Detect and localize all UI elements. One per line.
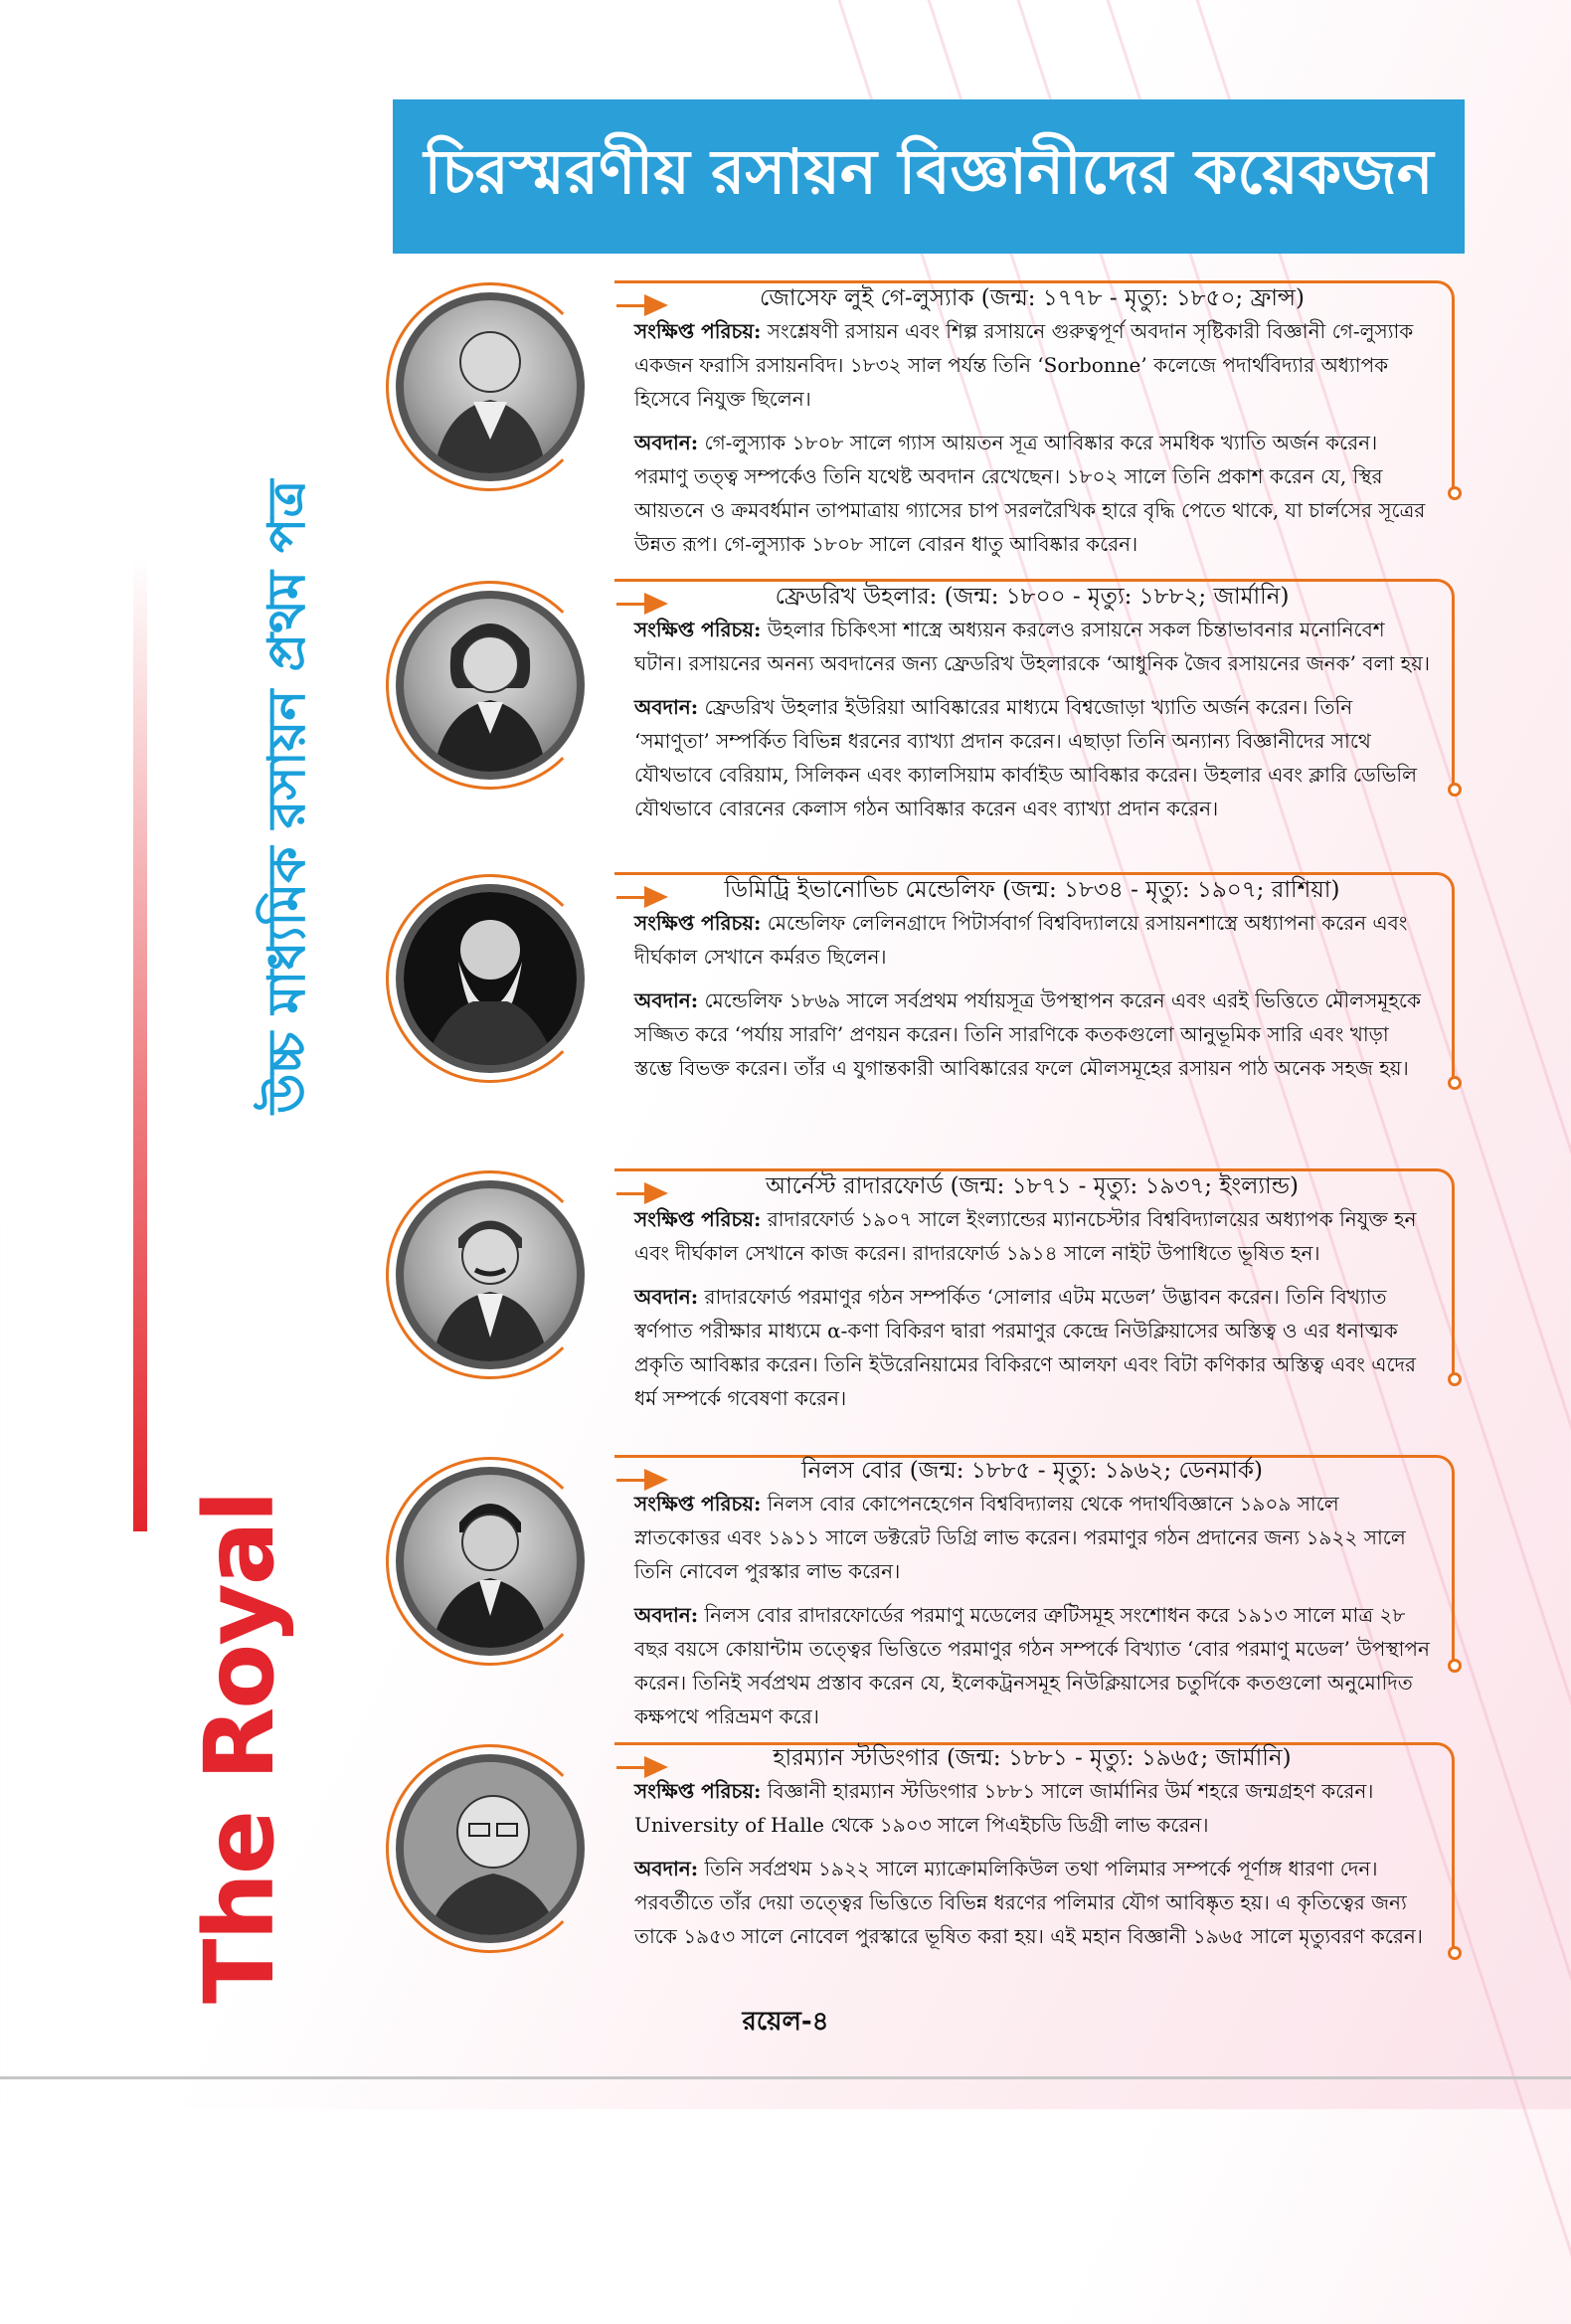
side-red-bar xyxy=(133,557,147,1531)
scientist-name: ডিমিট্রি ইভানোভিচ মেন্ডেলিফ (জন্ম: ১৮৩৪ - মৃত্যু: ১৯০৭; রাশিয়া) xyxy=(724,877,1340,903)
contribution-text: রাদারফোর্ড পরমাণুর গঠন সম্পর্কিত ‘সোলার এটম মডেল’ উদ্ভাবন করেন। তিনি বিখ্যাত স্বর্ণপাত পরীক্ষার মাধ্যমে α-কণা বিকিরণ দ্বারা পরমাণুর কেন্দ্রে নিউক্লিয়াসের অস্তিত্ব ও এর ধনাত্মক প্রকৃতি আবিষ্কার করেন। তিনি ইউরেনিয়ামের বিকিরণে আলফা এবং বিটা কণিকার অস্তিত্ব এবং এদের ধর্ম সম্পর্কে গবেষণা করেন। xyxy=(634,1285,1417,1410)
intro-text: বিজ্ঞানী হারম্যান স্টডিংগার ১৮৮১ সালে জার্মানির উর্ম শহরে জন্মগ্রহণ করেন। University of Halle থেকে ১৯০৩ সালে পিএইচডি ডিগ্রী লাভ করেন। xyxy=(634,1779,1374,1837)
scientist-card xyxy=(386,872,1470,1131)
scientist-card xyxy=(386,280,1470,559)
intro-label: সংক্ষিপ্ত পরিচয়: xyxy=(634,1779,762,1803)
intro-label: সংক্ষিপ্ত পরিচয়: xyxy=(634,911,762,935)
frame-end-icon xyxy=(1448,1372,1462,1386)
contribution-text: ফ্রেডরিখ উহলার ইউরিয়া আবিষ্কারের মাধ্যমে বিশ্বজোড়া খ্যাতি অর্জন করেন। তিনি ‘সমাণুতা’ সম্পর্কিত বিভিন্ন ধরনের ব্যাখ্যা প্রদান করেন। এছাড়া তিনি অন্যান্য বিজ্ঞানীদের সাথে যৌথভাবে বেরিয়াম, সিলিকন এবং ক্যালসিয়াম কার্বাইড আবিষ্কার করেন। উহলার এবং ক্লারি ডেভিলি যৌথভাবে বোরনের কেলাস গঠন আবিষ্কার করেন এবং ব্যাখ্যা প্রদান করেন। xyxy=(634,695,1418,820)
portrait-image xyxy=(396,591,585,780)
scientist-name: নিলস বোর (জন্ম: ১৮৮৫ - মৃত্যু: ১৯৬২; ডেনমার্ক) xyxy=(801,1458,1263,1484)
scientist-name: আর্নেস্ট রাদারফোর্ড (জন্ম: ১৮৭১ - মৃত্যু: ১৯৩৭; ইংল্যান্ড) xyxy=(765,1173,1300,1199)
intro-text: রাদারফোর্ড ১৯০৭ সালে ইংল্যান্ডের ম্যানচেস্টার বিশ্ববিদ্যালয়ের অধ্যাপক নিযুক্ত হন এবং দীর্ঘকাল সেখানে কাজ করেন। রাদারফোর্ড ১৯১৪ সালে নাইট উপাধিতে ভূষিত হন। xyxy=(634,1207,1417,1265)
portrait-image xyxy=(396,884,585,1073)
intro-text: উহলার চিকিৎসা শাস্ত্রে অধ্যয়ন করলেও রসায়নে সকল চিন্তাভাবনার মনোনিবেশ ঘটান। রসায়নের অনন্য অবদানের জন্য ফ্রেডরিখ উহলারকে ‘আধুনিক জৈব রসায়নের জনক’ বলা হয়। xyxy=(634,618,1431,675)
contribution-text: গে-লুস্যাক ১৮০৮ সালে গ্যাস আয়তন সূত্র আবিষ্কার করে সমধিক খ্যাতি অর্জন করেন। পরমাণু তত্ত্ব সম্পর্কেও তিনি যথেষ্ট অবদান রেখেছেন। ১৮০২ সালে তিনি প্রকাশ করেন যে, স্থির আয়তনে ও ক্রমবর্ধমান তাপমাত্রায় গ্যাসের চাপ সরলরৈখিক হারে বৃদ্ধি পেতে থাকে, যা চার্লসের সূত্রের উন্নত রূপ। গে-লুস্যাক ১৮০৮ সালে বোরন ধাতু আবিষ্কার করেন। xyxy=(634,431,1426,556)
scientist-card xyxy=(386,1455,1470,1728)
scientist-card xyxy=(386,1742,1470,2001)
contribution-label: অবদান: xyxy=(634,431,699,454)
scientist-name: ফ্রেডরিখ উহলার: (জন্ম: ১৮০০ - মৃত্যু: ১৮৮২; জার্মানি) xyxy=(775,584,1290,610)
page-footer: রয়েল-৪ xyxy=(742,2007,829,2037)
contribution-text: তিনি সর্বপ্রথম ১৯২২ সালে ম্যাক্রোমলিকিউল তথা পলিমার সম্পর্কে পূর্ণাঙ্গ ধারণা দেন। পরবর্তীতে তাঁর দেয়া তত্ত্বের ভিত্তিতে বিভিন্ন ধরণের পলিমার যৌগ আবিষ্কৃত হয়। এ কৃতিত্বের জন্য তাকে ১৯৫৩ সালে নোবেল পুরস্কারে ভূষিত করা হয়। এই মহান বিজ্ঞানী ১৯৬৫ সালে মৃত্যুবরণ করেন। xyxy=(634,1857,1423,1948)
contribution-label: অবদান: xyxy=(634,1603,699,1627)
portrait-image xyxy=(396,1467,585,1656)
contribution-label: অবদান: xyxy=(634,1857,699,1880)
frame-end-icon xyxy=(1448,1946,1462,1960)
contribution-label: অবদান: xyxy=(634,988,699,1012)
portrait-image xyxy=(396,1754,585,1943)
contribution-label: অবদান: xyxy=(634,1285,699,1309)
scientist-card xyxy=(386,579,1470,847)
portrait-image xyxy=(396,1180,585,1369)
frame-end-icon xyxy=(1448,1076,1462,1090)
page-title: চিরস্মরণীয় রসায়ন বিজ্ঞানীদের কয়েকজন xyxy=(424,135,1434,208)
intro-label: সংক্ষিপ্ত পরিচয়: xyxy=(634,618,762,641)
title-banner xyxy=(393,99,1465,254)
portrait-image xyxy=(396,292,585,481)
contribution-text: মেন্ডেলিফ ১৮৬৯ সালে সর্বপ্রথম পর্যায়সূত্র উপস্থাপন করেন এবং এরই ভিত্তিতে মৌলসমূহকে সজ্জিত করে ‘পর্যায় সারণি’ প্রণয়ন করেন। তিনি সারণিকে কতকগুলো আনুভূমিক সারি এবং খাড়া স্তম্ভে বিভক্ত করেন। তাঁর এ যুগান্তকারী আবিষ্কারের ফলে মৌলসমূহের রসায়ন পাঠ অনেক সহজ হয়। xyxy=(634,988,1421,1080)
intro-label: সংক্ষিপ্ত পরিচয়: xyxy=(634,1207,762,1231)
scientist-card xyxy=(386,1168,1470,1427)
bottom-rule xyxy=(0,2076,1571,2079)
intro-text: নিলস বোর কোপেনহেগেন বিশ্ববিদ্যালয় থেকে পদার্থবিজ্ঞানে ১৯০৯ সালে স্নাতকোত্তর এবং ১৯১১ সালে ডক্টরেট ডিগ্রি লাভ করেন। পরমাণুর গঠন প্রদানের জন্য ১৯২২ সালে তিনি নোবেল পুরস্কার লাভ করেন। xyxy=(634,1492,1406,1583)
intro-text: মেন্ডেলিফ লেলিনগ্রাদে পিটার্সবার্গ বিশ্ববিদ্যালয়ে রসায়নশাস্ত্রে অধ্যাপনা করেন এবং দীর্ঘকাল সেখানে কর্মরত ছিলেন। xyxy=(634,911,1408,969)
contribution-label: অবদান: xyxy=(634,695,699,719)
contribution-text: নিলস বোর রাদারফোর্ডের পরমাণু মডেলের ত্রুটিসমূহ সংশোধন করে ১৯১৩ সালে মাত্র ২৮ বছর বয়সে কোয়ান্টাম তত্ত্বের ভিত্তিতে পরমাণুর গঠন সম্পর্কে বিখ্যাত ‘বোর পরমাণু মডেল’ উপস্থাপন করেন। তিনিই সর্বপ্রথম প্রস্তাব করেন যে, ইলেকট্রনসমূহ নিউক্লিয়াসের চতুর্দিকে কতগুলো অনুমোদিত কক্ষপথে পরিভ্রমণ করে। xyxy=(634,1603,1430,1728)
frame-end-icon xyxy=(1448,1659,1462,1673)
intro-label: সংক্ষিপ্ত পরিচয়: xyxy=(634,319,762,343)
frame-end-icon xyxy=(1448,783,1462,797)
frame-end-icon xyxy=(1448,486,1462,500)
scientist-name: জোসেফ লুই গে-লুস্যাক (জন্ম: ১৭৭৮ - মৃত্যু: ১৮৫০; ফ্রান্স) xyxy=(759,285,1305,311)
intro-label: সংক্ষিপ্ত পরিচয়: xyxy=(634,1492,762,1516)
brand-logo-text: The Royal xyxy=(184,1492,295,2004)
intro-text: সংশ্লেষণী রসায়ন এবং শিল্প রসায়নে গুরুত্বপূর্ণ অবদান সৃষ্টিকারী বিজ্ঞানী গে-লুস্যাক একজন ফরাসি রসায়নবিদ। ১৮৩২ সাল পর্যন্ত তিনি ‘Sorbonne’ কলেজে পদার্থবিদ্যার অধ্যাপক হিসেবে নিযুক্ত ছিলেন। xyxy=(634,319,1414,411)
scientist-name: হারম্যান স্টডিংগার (জন্ম: ১৮৮১ - মৃত্যু: ১৯৬৫; জার্মানি) xyxy=(773,1745,1292,1771)
side-subtitle: উচ্চ মাধ্যমিক রসায়ন প্রথম পত্র xyxy=(258,479,317,1114)
